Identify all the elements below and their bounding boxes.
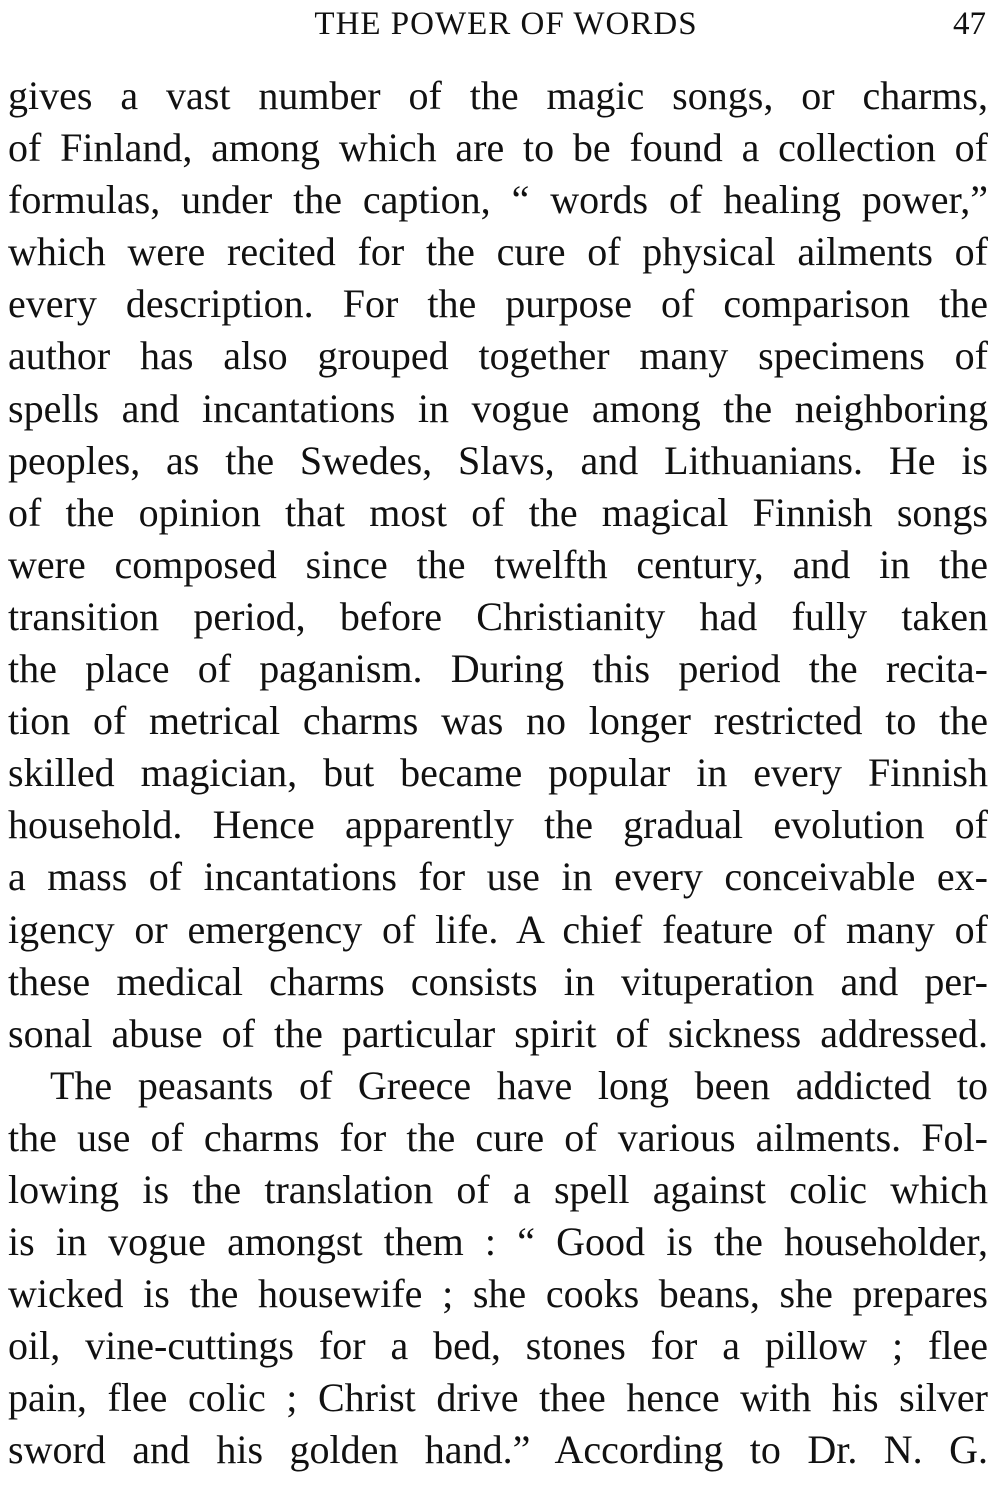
- page-number: 47: [953, 6, 986, 42]
- text-line: household. Hence apparently the gradual evolution of: [8, 802, 988, 848]
- text-line: is in vogue amongst them : “ Good is the householder,: [8, 1219, 988, 1265]
- text-line: formulas, under the caption, “ words of healing power,”: [8, 177, 988, 223]
- text-line: were composed since the twelfth century, and in the: [8, 541, 988, 587]
- running-head: [10, 4, 988, 44]
- paragraph-first-line: The peasants of Greece have long been addicted to: [50, 1062, 988, 1108]
- text-line: the place of paganism. During this period the recita-: [8, 646, 988, 692]
- text-line: of the opinion that most of the magical Finnish songs: [8, 489, 988, 535]
- text-line: peoples, as the Swedes, Slavs, and Lithuanians. He is: [8, 437, 988, 483]
- text-line: transition period, before Christianity had fully taken: [8, 593, 988, 639]
- text-line: oil, vine-cuttings for a bed, stones for a pillow ; flee: [8, 1323, 988, 1369]
- text-line: spells and incantations in vogue among the neighboring: [8, 385, 988, 431]
- text-line: wicked is the housewife ; she cooks beans, she prepares: [8, 1271, 988, 1317]
- text-line: tion of metrical charms was no longer restricted to the: [8, 698, 988, 744]
- text-line: of Finland, among which are to be found a collection of: [8, 125, 988, 171]
- text-line: a mass of incantations for use in every conceivable ex-: [8, 854, 988, 900]
- text-line: pain, flee colic ; Christ drive thee hence with his silver: [8, 1375, 988, 1421]
- text-line: which were recited for the cure of physical ailments of: [8, 229, 988, 275]
- text-line: gives a vast number of the magic songs, or charms,: [8, 73, 988, 118]
- text-line: skilled magician, but became popular in every Finnish: [8, 750, 988, 796]
- text-line: igency or emergency of life. A chief feature of many of: [8, 906, 988, 952]
- text-line: sword and his golden hand.” According to Dr. N. G.: [8, 1427, 988, 1473]
- text-line: these medical charms consists in vituperation and per-: [8, 958, 988, 1004]
- text-line: sonal abuse of the particular spirit of sickness addressed.: [8, 1010, 988, 1056]
- text-line: author has also grouped together many specimens of: [8, 333, 988, 379]
- text-line: every description. For the purpose of comparison the: [8, 281, 988, 327]
- text-line: lowing is the translation of a spell against colic which: [8, 1166, 988, 1212]
- running-title: THE POWER OF WORDS: [314, 6, 698, 42]
- text-line: the use of charms for the cure of various ailments. Fol-: [8, 1114, 988, 1160]
- body-text: [8, 70, 988, 1477]
